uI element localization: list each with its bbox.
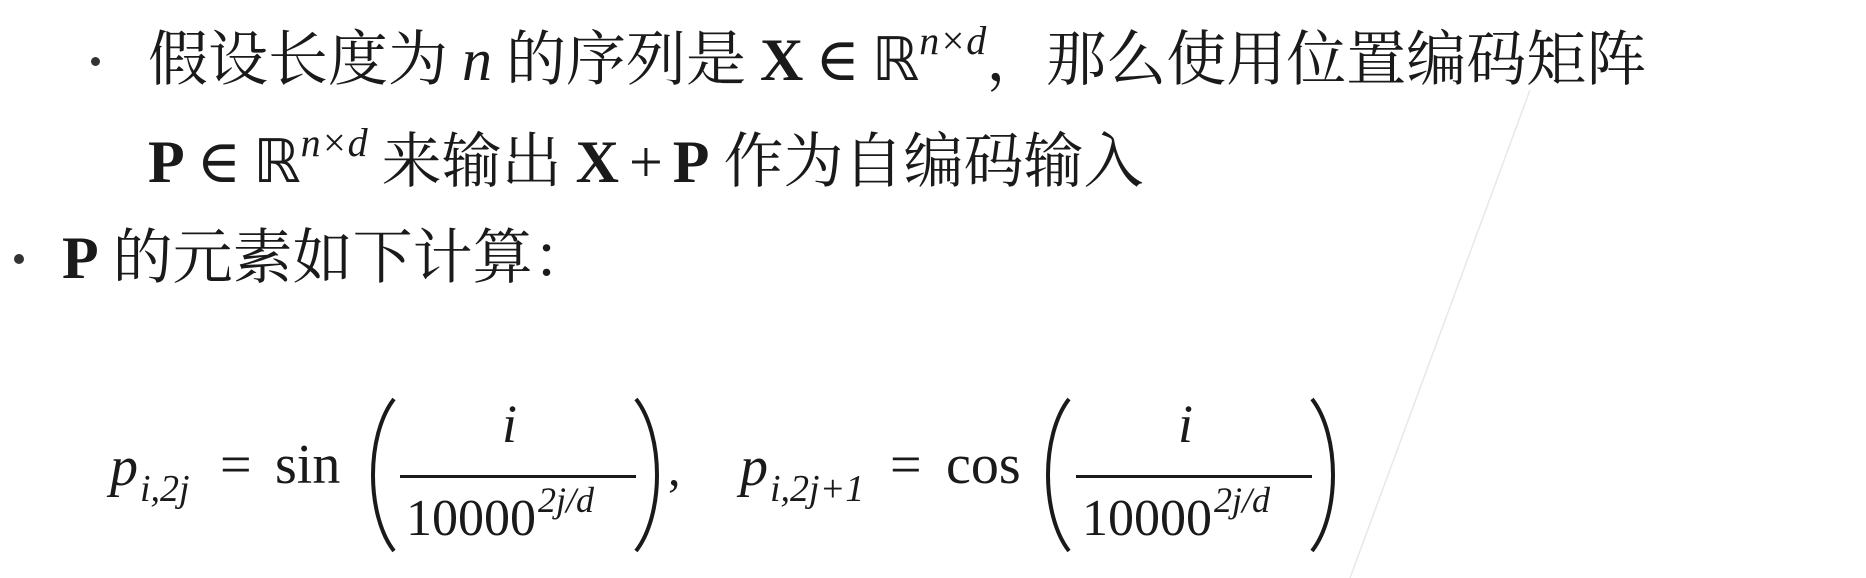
formula-p: p: [740, 436, 768, 498]
formula-sin: sin: [275, 434, 341, 496]
formula-denominator-exponent: 2j/d: [538, 480, 595, 520]
formula-equals: =: [220, 434, 252, 496]
formula-denominator-base: 10000: [406, 490, 536, 547]
math-reals: ℝ: [871, 25, 920, 95]
text: 作为自编码输入: [723, 127, 1144, 197]
math-n: n: [462, 27, 492, 93]
math-P: P: [672, 129, 710, 195]
math-in: ∈: [196, 129, 242, 195]
formula-p: p: [110, 436, 138, 498]
text: ，那么使用位置编码矩阵: [986, 25, 1647, 95]
formula-numerator: i: [502, 394, 518, 454]
positional-encoding-formula: [110, 395, 1370, 555]
formula-comma: ,: [668, 440, 681, 496]
formula-numerator: i: [1178, 394, 1194, 454]
math-X: X: [760, 27, 804, 93]
right-paren: [1306, 395, 1346, 555]
formula-denominator-exponent: 2j/d: [1214, 480, 1271, 520]
text: 的序列是: [506, 25, 746, 95]
bullet-dot: [91, 57, 100, 66]
math-plus: +: [628, 129, 663, 195]
fraction-bar: [400, 475, 636, 478]
math-reals: ℝ: [253, 127, 301, 197]
formula-subscript: i,2j+1: [770, 468, 865, 510]
formula-denominator-base: 10000: [1082, 490, 1212, 547]
math-dims: n×d: [300, 120, 368, 165]
text: 来输出: [381, 127, 562, 197]
formula-cos: cos: [946, 434, 1021, 496]
text: 假设长度为: [148, 25, 448, 95]
left-paren: [360, 395, 400, 555]
math-P: P: [62, 225, 99, 291]
fraction-bar: [1076, 475, 1312, 478]
text: 的元素如下计算：: [112, 223, 593, 293]
formula-subscript: i,2j: [140, 468, 190, 510]
math-in: ∈: [815, 27, 860, 93]
math-X: X: [575, 129, 619, 195]
math-dims: n×d: [919, 18, 987, 63]
bullet-dot: [14, 254, 24, 264]
bullet-1-line-2: [148, 120, 1144, 197]
math-P: P: [148, 129, 185, 195]
bullet-1-line-1: [148, 18, 1647, 95]
bullet-2: [62, 223, 593, 293]
left-paren: [1035, 395, 1075, 555]
formula-equals: =: [890, 434, 922, 496]
right-paren: [630, 395, 670, 555]
